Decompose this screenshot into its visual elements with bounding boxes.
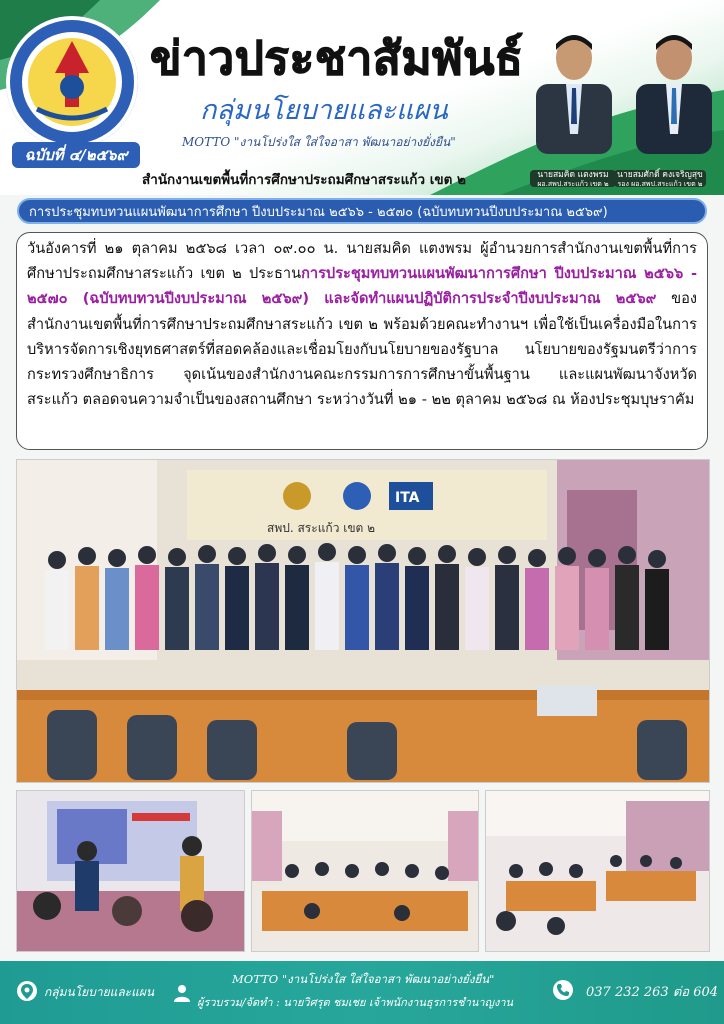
- topic-bar: การประชุมทบทวนแผนพัฒนาการศึกษา ปีงบประมาณ ๒๕๖๖ - ๒๕๗๐ (ฉบับทบทวนปีงบประมาณ ๒๕๖๙): [17, 198, 707, 224]
- ita-label: ITA: [395, 490, 420, 506]
- group-photo: [16, 459, 710, 783]
- header-banner: [0, 0, 724, 195]
- room-banner-text: สพป. สระแก้ว เขต ๒: [267, 521, 376, 535]
- workshop-photo: [251, 790, 479, 952]
- deputy-nameplate: [614, 170, 706, 187]
- presentation-photo: [16, 790, 245, 952]
- story-body: ของสำนักงานเขตพื้นที่การศึกษาประถมศึกษาสระแก้ว เขต ๒ พร้อมด้วยคณะทำงานฯ เพื่อใช้เป็นเครื่องมือในการบริหารจัดการเชิงยุทธศาสตร์ที่สอดคล้องและเชื่อมโยงกับนโยบายของรัฐบาล นโยบายของรัฐมนตรีว่าการกระทรวงศึกษาธิการ จุดเน้นของสำนักงานคณะกรรมการการศึกษาขั้นพื้นฐาน และแผนพัฒนาจังหวัดสระแก้ว ตลอดจนความจำเป็นของสถานศึกษา ระหว่างวันที่ ๒๑ - ๒๒ ตุลาคม ๒๕๖๘ ณ ห้องประชุมบุษราคัม: [27, 290, 697, 409]
- footer-motto: MOTTO "งานโปร่งใส ใส่ใจอาสา พัฒนาอย่างยั่งยืน": [232, 972, 495, 986]
- user-icon: [172, 983, 192, 1003]
- deputy-name: นายสมศักดิ์ คงเจริญสุข: [617, 170, 703, 180]
- footer-editor: ผู้รวบรวม/จัดทำ : นายวิศรุต ชมเชย เจ้าพนักงานธุรการชำนาญงาน: [197, 996, 514, 1009]
- obec-logo: [6, 16, 138, 148]
- director-title: ผอ.สพป.สระแก้ว เขต ๒: [537, 180, 609, 188]
- office-name: สำนักงานเขตพื้นที่การศึกษาประถมศึกษาสระแก้ว เขต ๒: [142, 172, 466, 188]
- deputy-director-portrait: [628, 24, 720, 154]
- director-name: นายสมคิด แตงพรม: [537, 170, 609, 180]
- issue-badge: ฉบับที่ ๔/๒๕๖๙: [12, 142, 140, 168]
- footer-bar: [0, 961, 724, 1024]
- phone-icon: [553, 980, 573, 1000]
- location-icon: [17, 981, 37, 1001]
- department-name: กลุ่มนโยบายและแผน: [200, 95, 448, 126]
- meeting-room-photo: [485, 790, 710, 952]
- deputy-title: รอง ผอ.สพป.สระแก้ว เขต ๒: [617, 180, 703, 188]
- news-story: [16, 232, 708, 450]
- story-intro: วันอังคารที่ ๒๑ ตุลาคม ๒๕๖๘ เวลา ๐๙.๐๐ น. นายสมคิด แตงพรม ผู้อำนวยการสำนักงานเขตพื้นที่การศึกษาประถมศึกษาสระแก้ว เขต ๒ ประธาน: [27, 240, 697, 283]
- director-nameplate: [530, 170, 616, 187]
- motto-text: MOTTO "งานโปร่งใส ใส่ใจอาสา พัฒนาอย่างยั่งยืน": [182, 135, 456, 149]
- footer-department: กลุ่มนโยบายและแผน: [44, 985, 155, 999]
- newsletter-title: ข่าวประชาสัมพันธ์: [150, 31, 524, 85]
- director-portrait: [528, 24, 620, 154]
- footer-phone: 037 232 263 ต่อ 604: [586, 985, 719, 1000]
- story-highlight: การประชุมทบทวนแผนพัฒนาการศึกษา ปีงบประมาณ ๒๕๖๖ - ๒๕๗๐ (ฉบับทบทวนปีงบประมาณ ๒๕๖๙) และจัดทำแผนปฏิบัติการประจำปีงบประมาณ ๒๕๖๙: [27, 265, 698, 308]
